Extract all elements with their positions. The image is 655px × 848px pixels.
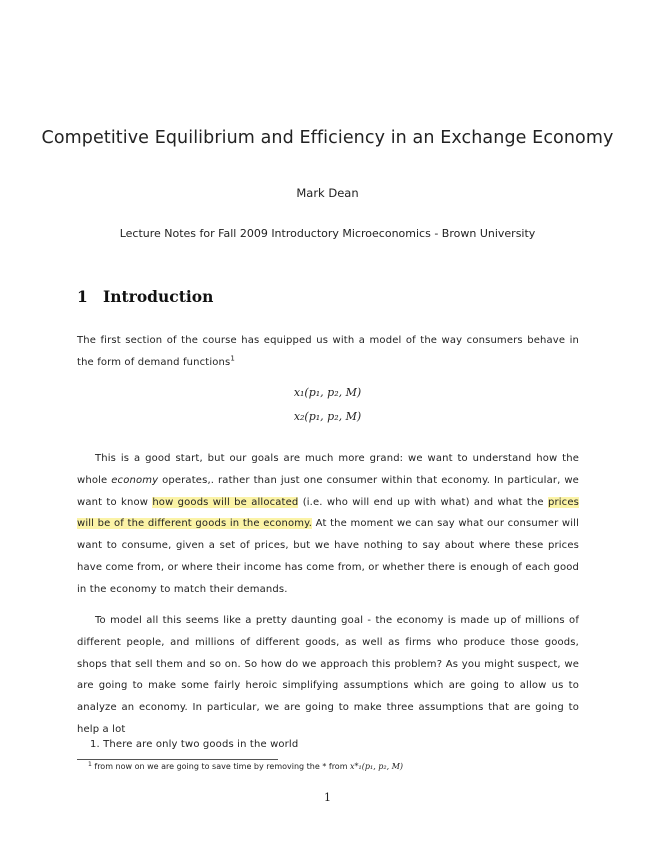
equation-demand-good-1: x₁(p₁, p₂, M) xyxy=(293,386,362,399)
document-author: Mark Dean xyxy=(296,186,359,200)
paragraph-2-seg1: This is a good start, but our goals are much more grand: we want to understand how the whole xyxy=(77,453,579,486)
paragraph-1 xyxy=(77,330,579,374)
equation-demand-good-2: x₂(p₁, p₂, M) xyxy=(293,410,362,423)
paragraph-2 xyxy=(77,448,579,601)
paragraph-2-seg5: (i.e. who will end up with what) and what the xyxy=(298,496,548,508)
document-title: Competitive Equilibrium and Efficiency in an Exchange Economy xyxy=(41,128,614,148)
page-number: 1 xyxy=(324,791,331,804)
paragraph-2-seg3: operates,. rather than just one consumer within that economy. In particular, we want to know xyxy=(77,474,579,508)
highlight-prices: prices will be of the different goods in the economy. xyxy=(77,496,579,530)
section-title: Introduction xyxy=(103,287,214,306)
section-heading xyxy=(77,287,213,306)
footnote-math: x*₁(p₁, p₂, M) xyxy=(350,762,404,771)
emphasis-economy: economy xyxy=(111,474,159,486)
footnote xyxy=(88,761,403,771)
footnote-mark: 1 xyxy=(88,761,92,768)
highlight-goods-allocated: how goods will be allocated xyxy=(152,496,299,508)
footnote-text: from now on we are going to save time by removing the * from xyxy=(94,762,351,771)
section-number: 1 xyxy=(77,287,88,306)
paragraph-1-text: The first section of the course has equipped us with a model of the way consumers behave in the form of demand functions xyxy=(77,335,579,368)
paragraph-2-seg7: At the moment we can say what our consumer will want to consume, given a set of prices, but we have nothing to say about where these prices have come from, or where their income has come from, or whether there is enough of each good in the economy to match their demands. xyxy=(77,518,579,595)
footnote-reference[interactable]: 1 xyxy=(230,354,236,363)
document-subtitle: Lecture Notes for Fall 2009 Introductory Microeconomics - Brown University xyxy=(119,227,536,240)
paragraph-3: To model all this seems like a pretty daunting goal - the economy is made up of millions of different people, and millions of different goods, as well as firms who produce those goods, shops that sell them and so on. So how do we approach this problem? As you might suspect, we are going to make some fairly heroic simplifying assumptions which are going to allow us to analyze an economy. In particular, we are going to make three assumptions that are going to help a lot xyxy=(77,615,579,735)
list-item-1: 1. There are only two goods in the world xyxy=(90,739,299,750)
footnote-divider xyxy=(77,759,278,760)
